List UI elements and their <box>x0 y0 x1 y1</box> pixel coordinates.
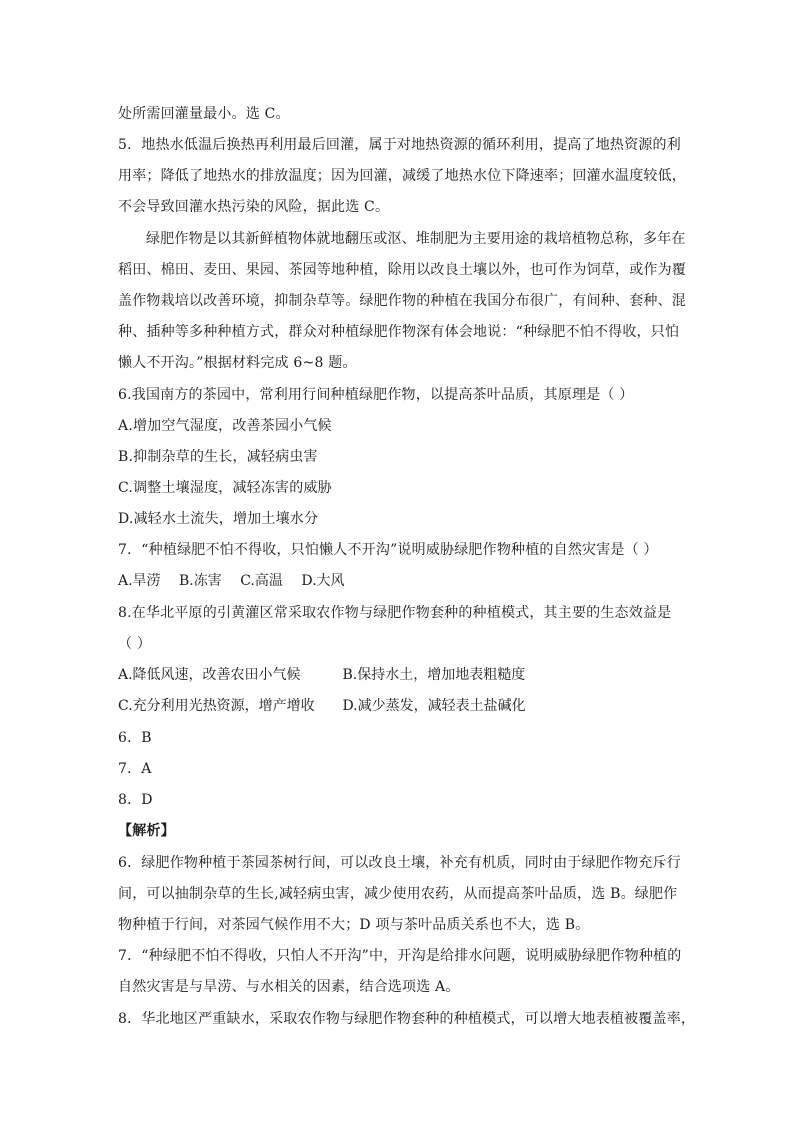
passage-line: 种、插种等多种种植方式，群众对种植绿肥作物深有体会地说：“种绿肥不怕不得收，只怕 <box>118 324 680 340</box>
text-line: 用率；降低了地热水的排放温度；因为回灌，减缓了地热水位下降速率；回灌水温度较低， <box>118 168 686 184</box>
analysis-line: 6．绿肥作物种植于茶园茶树行间，可以改良土壤，补充有机质，同时由于绿肥作物充斥行 <box>118 855 681 871</box>
option-b: B.保持水土，增加地表粗糙度 <box>342 667 526 683</box>
option-c: C.高温 <box>240 573 283 589</box>
answer-line: 8．D <box>118 792 153 808</box>
passage-line: 绿肥作物是以其新鲜植物体就地翻压或沤、堆制肥为主要用途的栽培植物总称，多年在 <box>146 231 686 247</box>
answer-line: 6．B <box>118 730 152 746</box>
options-row <box>118 665 678 685</box>
options-row <box>118 696 678 716</box>
option-d: D.减少蒸发，减轻表土盐碱化 <box>342 698 526 714</box>
text-line: 处所需回灌量最小。选 C。 <box>118 106 290 122</box>
text-line: 5．地热水低温后换热再利用最后回灌，属于对地热资源的循环利用，提高了地热资源的利 <box>118 137 681 153</box>
analysis-heading: 【解析】 <box>118 823 175 839</box>
analysis-line: 间，可以抽制杂草的生长,减轻病虫害，减少使用农药，从而提高茶叶品质，选 B。绿肥作 <box>118 886 678 902</box>
question-8-blank: （ ） <box>118 636 152 652</box>
options-row <box>118 571 678 591</box>
passage-line: 稻田、棉田、麦田、果园、茶园等地种植，除用以改良土壤以外，也可作为饲草，或作为覆 <box>118 262 686 278</box>
option-a: A.降低风速，改善农田小气候 <box>118 667 301 683</box>
analysis-line: 自然灾害是与旱涝、与水相关的因素，结合选项选 A。 <box>118 979 460 995</box>
option-line: C.调整土壤湿度，减轻冻害的威胁 <box>118 480 332 496</box>
option-c: C.充分利用光热资源，增产增收 <box>118 698 315 714</box>
option-line: D.减轻水土流失，增加土壤水分 <box>118 511 319 527</box>
passage-line: 懒人不开沟。”根据材料完成 6~8 题。 <box>118 355 357 371</box>
option-b: B.冻害 <box>179 573 222 589</box>
answer-line: 7．A <box>118 761 152 777</box>
question-8: 8.在华北平原的引黄灌区常采取农作物与绿肥作物套种的种植模式，其主要的生态效益是 <box>118 605 672 621</box>
question-7: 7．“种植绿肥不怕不得收，只怕懒人不开沟”说明威胁绿肥作物种植的自然灾害是（ ） <box>118 542 658 558</box>
text-line: 不会导致回灌水热污染的风险，据此选 C。 <box>118 199 390 215</box>
analysis-line: 8．华北地区严重缺水，采取农作物与绿肥作物套种的种植模式，可以增大地表植被覆盖率， <box>118 1011 696 1027</box>
analysis-line: 物种植于行间，对茶园气候作用不大；D 项与茶叶品质关系也不大，选 B。 <box>118 917 590 933</box>
analysis-line: 7．“种绿肥不怕不得收，只怕人不开沟”中，开沟是给排水问题，说明威胁绿肥作物种植的 <box>118 948 682 964</box>
option-line: A.增加空气湿度，改善茶园小气候 <box>118 418 332 434</box>
option-line: B.抑制杂草的生长，减轻病虫害 <box>118 449 318 465</box>
question-6: 6.我国南方的茶园中，常利用行间种植绿肥作物，以提高茶叶品质，其原理是（ ） <box>118 387 634 403</box>
option-d: D.大风 <box>301 573 345 589</box>
passage-line: 盖作物栽培以改善环境，抑制杂草等。绿肥作物的种植在我国分布很广，有间种、套种、混 <box>118 293 686 309</box>
option-a: A.旱涝 <box>118 573 161 589</box>
